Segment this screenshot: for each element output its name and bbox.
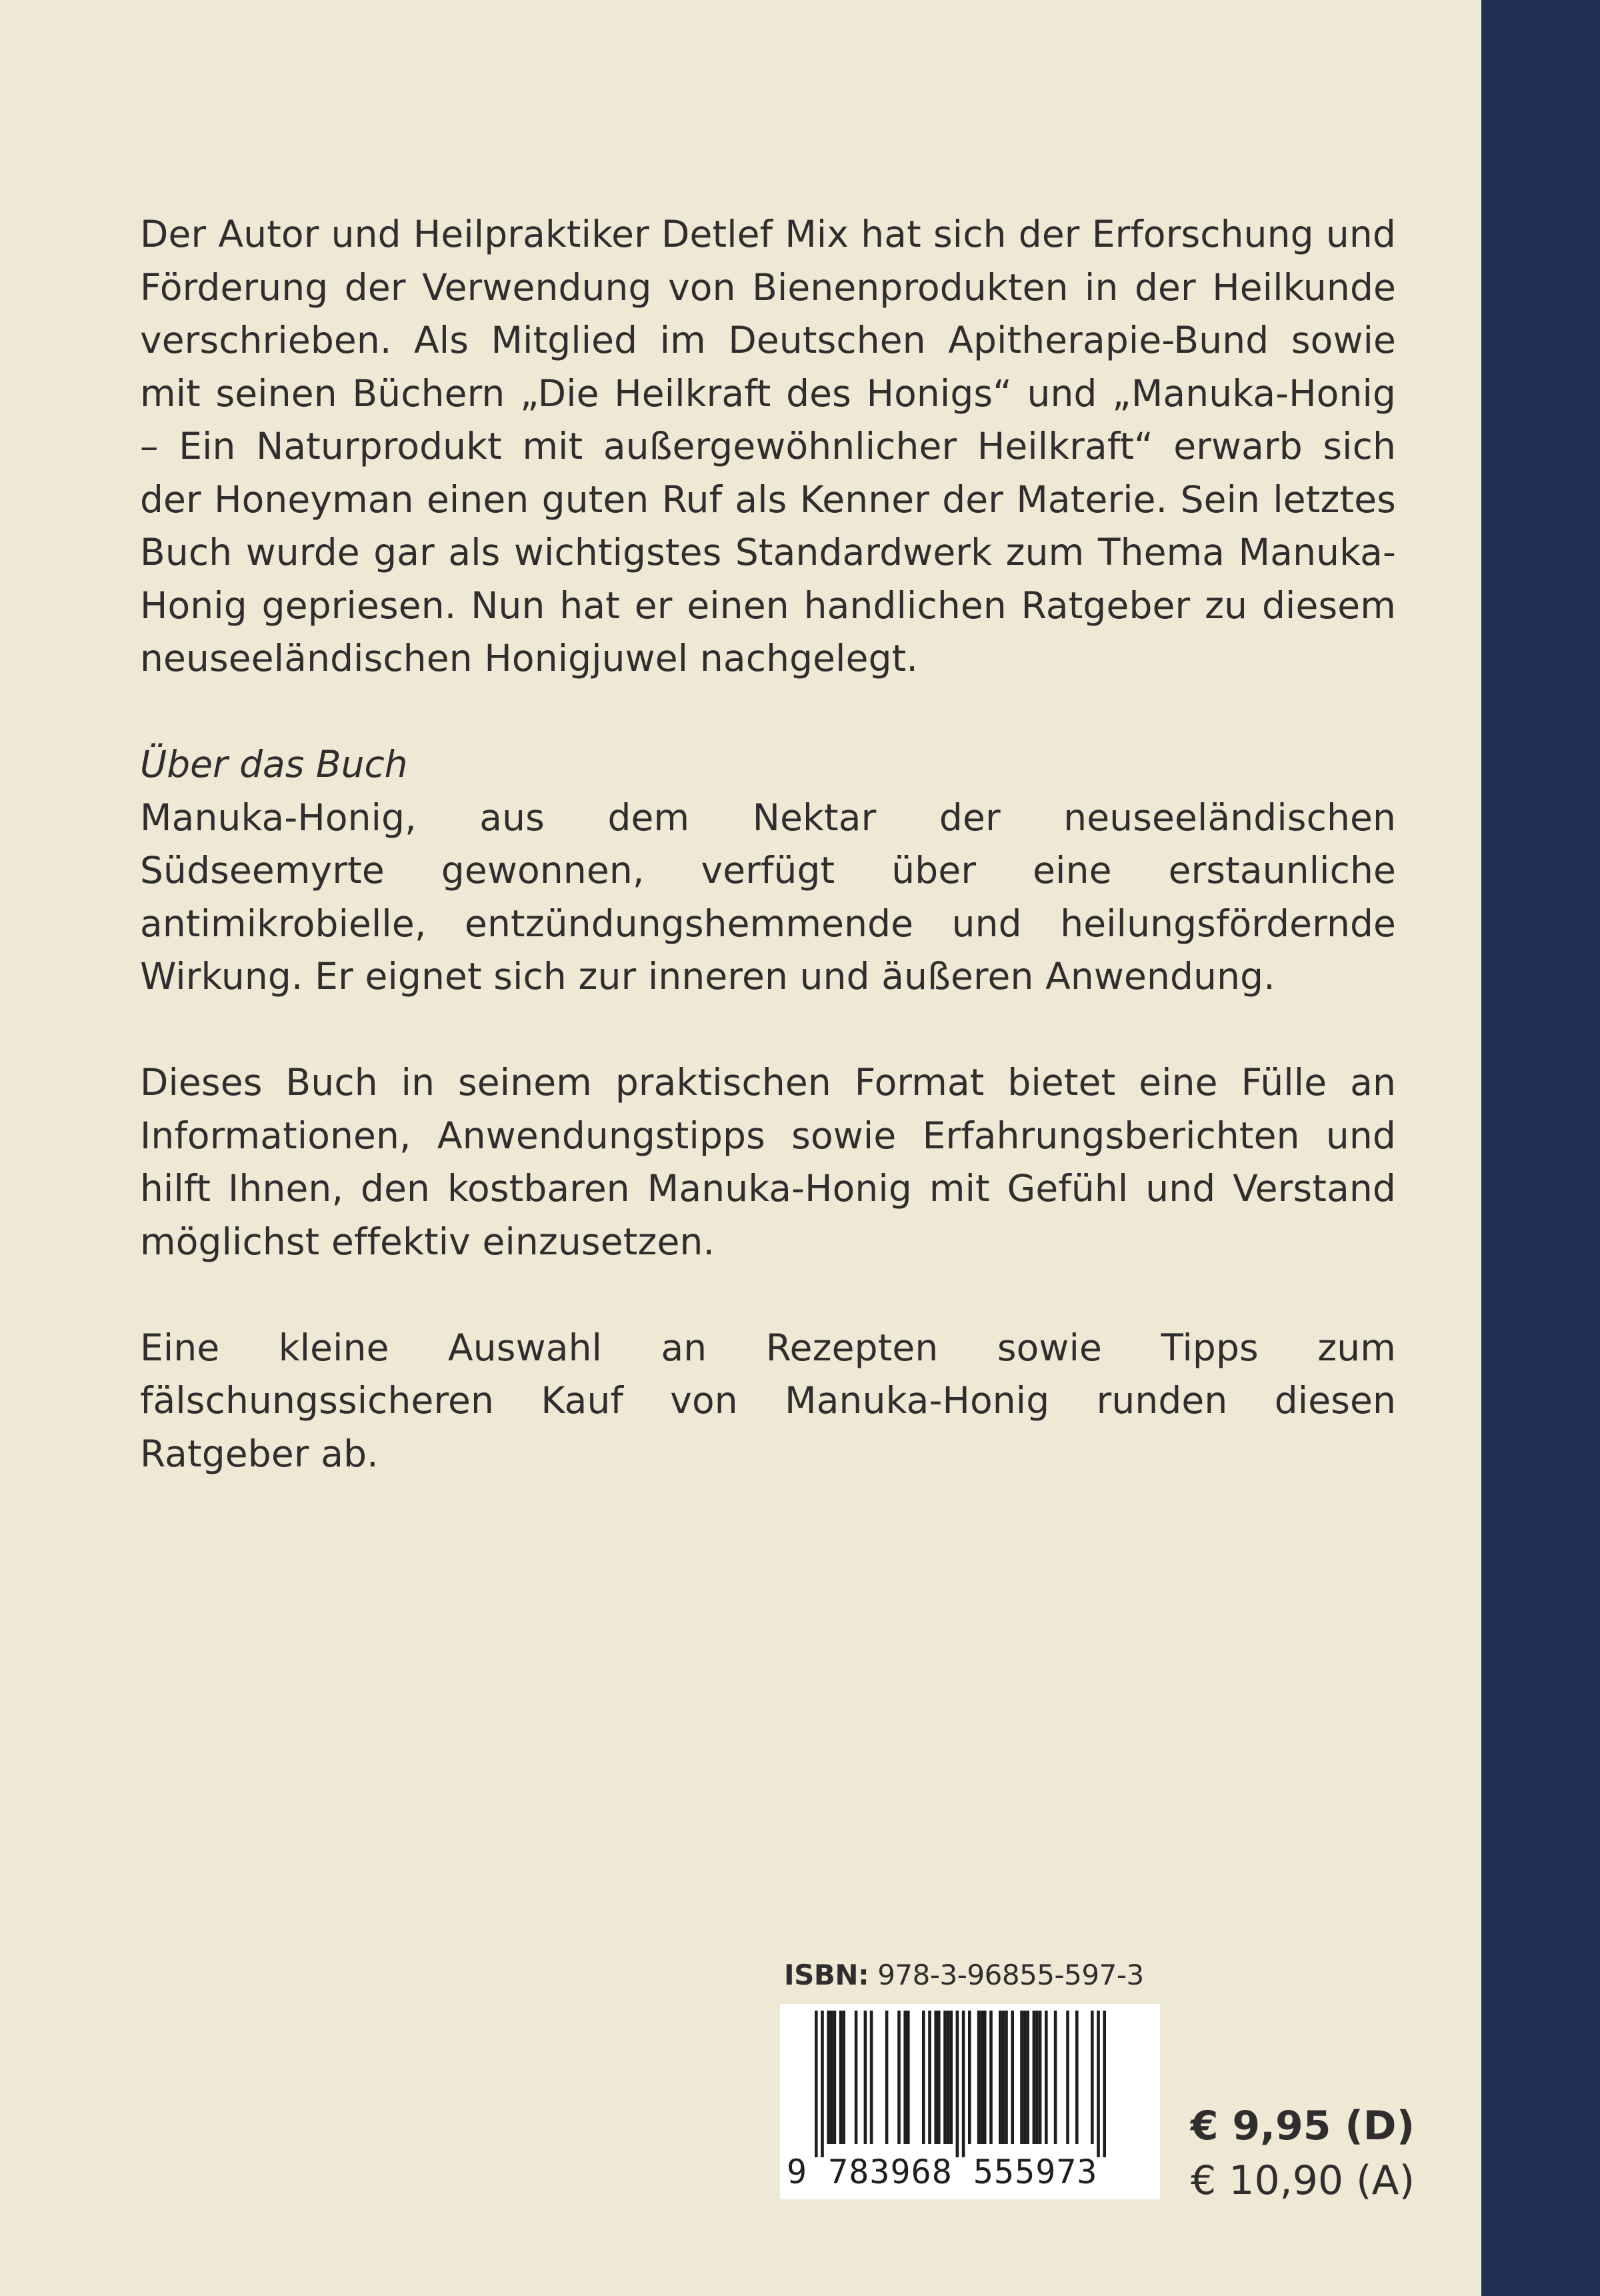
barcode-bar: [1075, 2011, 1079, 2144]
price-germany: € 9,95 (D): [1190, 2103, 1415, 2149]
barcode-bar: [815, 2011, 818, 2157]
barcode-digits: 9 783968 555973: [787, 2153, 1098, 2191]
barcode-bar: [870, 2011, 873, 2144]
barcode-bar: [1023, 2011, 1027, 2144]
barcode-bar: [1035, 2011, 1039, 2144]
price-austria: € 10,90 (A): [1191, 2157, 1415, 2204]
barcode-bar: [830, 2011, 833, 2144]
barcode-bar: [989, 2011, 993, 2144]
barcode-bar: [943, 2011, 947, 2144]
barcode-bar: [1066, 2011, 1069, 2144]
barcode-bar: [1039, 2011, 1042, 2144]
barcode-bar: [934, 2011, 937, 2144]
barcode-bar: [937, 2011, 941, 2144]
barcode-bar: [1045, 2011, 1048, 2144]
barcode-bar: [956, 2011, 959, 2157]
barcode-bar: [1033, 2011, 1036, 2144]
barcode-bar: [928, 2011, 931, 2144]
isbn-label: ISBN:: [784, 1959, 869, 1991]
barcode-bar: [885, 2011, 889, 2144]
barcode-bar: [949, 2011, 953, 2144]
barcode-bar: [1026, 2011, 1029, 2144]
barcode-bar: [1103, 2011, 1106, 2157]
barcode-bar: [983, 2011, 987, 2144]
barcode-bars: [780, 2004, 1160, 2157]
barcode-bar: [821, 2011, 824, 2157]
barcode-bar: [1091, 2011, 1094, 2144]
barcode-bar: [1005, 2011, 1008, 2144]
barcode-bar: [897, 2011, 901, 2144]
book-paragraph-1: Manuka-Honig, aus dem Nektar der neuseeländischen Südseemyrte gewonnen, verfügt über eine erstaunliche antimikrobielle, entzündungshemmende und heilungsfördernde Wirkung. Er eignet sich zur inneren und äußeren Anwendung.: [140, 796, 1396, 998]
barcode-bar: [962, 2011, 965, 2157]
barcode-bar: [1011, 2011, 1014, 2144]
barcode-bar: [907, 2011, 910, 2144]
barcode-bar: [864, 2011, 867, 2144]
barcode-bar: [833, 2011, 837, 2144]
about-book-heading: Über das Buch: [140, 743, 408, 786]
barcode-bar: [947, 2011, 950, 2144]
isbn-number: 978-3-96855-597-3: [877, 1959, 1144, 1991]
barcode-bar: [980, 2011, 983, 2144]
barcode-bar: [839, 2011, 843, 2144]
barcode-bar: [842, 2011, 845, 2144]
barcode-bar: [1002, 2011, 1005, 2144]
barcode-bar: [968, 2011, 971, 2144]
barcode-bar: [999, 2011, 1002, 2144]
spine-band: [1481, 0, 1600, 2296]
barcode-bar: [1020, 2011, 1023, 2144]
barcode-bar: [1054, 2011, 1057, 2144]
barcode-bar: [977, 2011, 981, 2144]
barcode-bar: [1097, 2011, 1100, 2157]
barcode-bar: [827, 2011, 830, 2144]
book-paragraph-2: Dieses Buch in seinem praktischen Format bietet eine Fülle an Informationen, Anwendungstipps sowie Erfahrungsberichten und hilft Ihnen, den kostbaren Manuka-Honig mit Gefühl und Verstand möglichst effektiv einzusetzen.: [140, 1061, 1396, 1263]
barcode-bar: [922, 2011, 925, 2144]
book-paragraph-3: Eine kleine Auswahl an Rezepten sowie Tipps zum fälschungssicheren Kauf von Manuka-Honig runden diesen Ratgeber ab.: [140, 1326, 1396, 1475]
barcode-bar: [855, 2011, 858, 2144]
barcode: [780, 2004, 1160, 2199]
isbn-line: [784, 1957, 1144, 1994]
barcode-bar: [903, 2011, 907, 2144]
blurb-text: [140, 208, 1396, 1480]
author-paragraph: Der Autor und Heilpraktiker Detlef Mix hat sich der Erforschung und Förderung der Verwendung von Bienenprodukten in der Heilkunde verschrieben. Als Mitglied im Deutschen Apitherapie-Bund sowie mit seinen Büchern „Die Heilkraft des Honigs“ und „Manuka-Honig – Ein Naturprodukt mit außergewöhnlicher Heilkraft“ erwarb sich der Honeyman einen guten Ruf als Kenner der Materie. Sein letztes Buch wurde gar als wichtigstes Standardwerk zum Thema Manuka-Honig gepriesen. Nun hat er einen handlichen Ratgeber zu diesem neuseeländischen Honigjuwel nachgelegt.: [140, 213, 1396, 680]
